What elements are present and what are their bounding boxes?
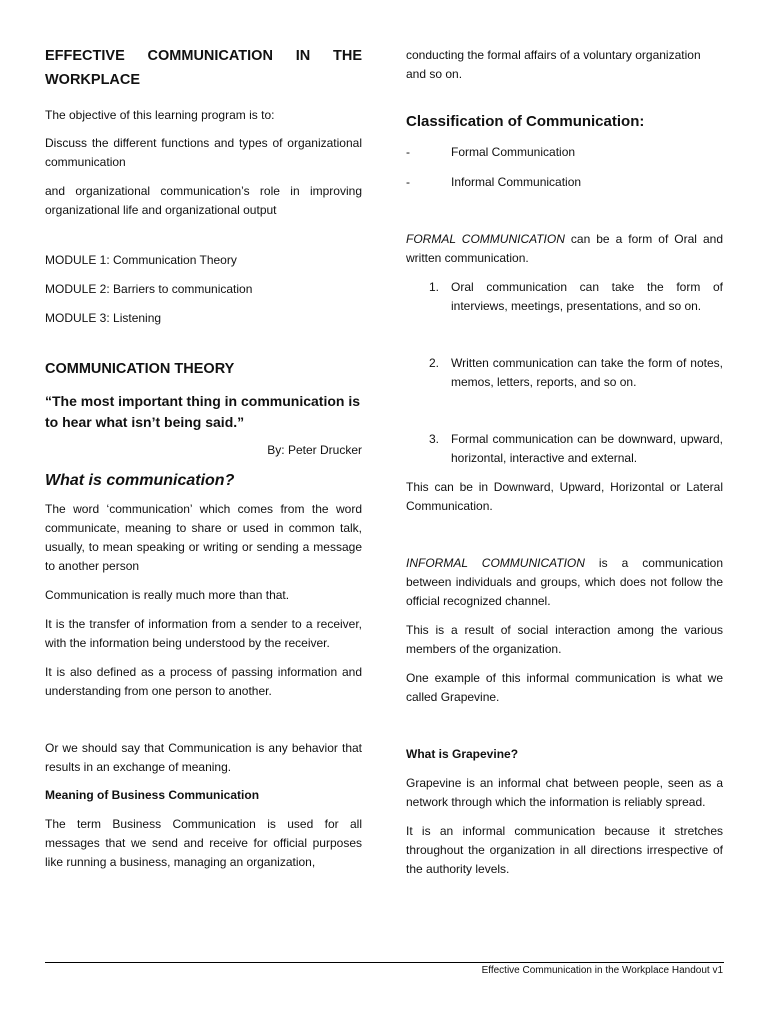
communication-theory-heading: COMMUNICATION THEORY (45, 361, 235, 377)
right-column (406, 46, 723, 879)
list-item (406, 430, 723, 468)
list-number: 3. (428, 432, 439, 446)
module-1 (45, 251, 362, 270)
module-3-label: MODULE 3: (45, 311, 114, 325)
informal-communication-paragraph (406, 554, 723, 611)
classification-item-formal (406, 143, 723, 162)
list-text: Oral communication can take the form of interviews, meetings, presentations, and so on. (451, 280, 723, 313)
paragraph-more-than-that: Communication is really much more than that. (45, 588, 290, 602)
grapevine-paragraph-2: It is an informal communication because it stretches throughout the organization in all directions irrespective of the authority levels. (406, 824, 723, 876)
list-text: Formal communication can be downward, upward, horizontal, interactive and external. (451, 432, 723, 465)
module-3-topic: Listening (113, 311, 162, 325)
list-number: 1. (428, 280, 439, 294)
formal-directions-paragraph: This can be in Downward, Upward, Horizontal or Lateral Communication. (406, 480, 723, 513)
module-2 (45, 280, 362, 299)
dash-bullet: - (406, 145, 410, 159)
list-text: Written communication can take the form of notes, memos, letters, reports, and so on. (451, 356, 723, 389)
formal-communication-list (406, 278, 723, 468)
informal-grapevine-paragraph: One example of this informal communication is what we called Grapevine. (406, 671, 723, 704)
formal-communication-paragraph (406, 230, 723, 268)
quote-author: By: Peter Drucker (267, 443, 362, 457)
paragraph-transfer: It is the transfer of information from a sender to a receiver, with the information being understood by the receiver. (45, 617, 362, 650)
classification-heading: Classification of Communication: (406, 113, 645, 130)
module-2-label: MODULE 2: (45, 282, 114, 296)
formal-communication-term: FORMAL COMMUNICATION (406, 232, 565, 246)
classification-item-informal (406, 173, 723, 192)
left-column (45, 44, 362, 872)
formal-communication-text: can be a form of Oral and written communication. (406, 232, 724, 265)
list-number: 2. (428, 356, 439, 370)
grapevine-heading: What is Grapevine? (406, 747, 519, 761)
informal-social-paragraph: This is a result of social interaction among the various members of the organization. (406, 623, 723, 656)
module-2-topic: Barriers to communication (113, 282, 253, 296)
drucker-quote: “The most important thing in communication is to hear what isn’t being said.” (45, 393, 361, 430)
footer-divider (45, 962, 724, 963)
paragraph-definition: The word ‘communication’ which comes from the word communicate, meaning to share or used in common talk, usually, to mean speaking or writing or sending a message to another person (45, 502, 362, 573)
business-communication-heading: Meaning of Business Communication (45, 788, 260, 802)
document-title-line1: EFFECTIVE COMMUNICATION IN THE (45, 48, 362, 64)
paragraph-process: It is also defined as a process of passing information and understanding from one person to another. (45, 665, 362, 698)
continued-paragraph: conducting the formal affairs of a voluntary organization and so on. (406, 48, 701, 81)
list-item (406, 278, 723, 316)
module-1-label: MODULE 1: (45, 253, 114, 267)
module-3 (45, 309, 362, 328)
objective-paragraph-2: and organizational communication’s role in improving organizational life and organizational output (45, 184, 362, 217)
informal-communication-text: is a communication between individuals and groups, which does not follow the official recognized channel. (406, 556, 723, 608)
footer-text: Effective Communication in the Workplace Handout v1 (481, 965, 723, 976)
objective-intro: The objective of this learning program is to: (45, 108, 275, 122)
dash-bullet: - (406, 175, 410, 189)
paragraph-behavior: Or we should say that Communication is any behavior that results in an exchange of meaning. (45, 741, 362, 774)
objective-paragraph-1: Discuss the different functions and types of organizational communication (45, 136, 362, 169)
module-1-topic: Communication Theory (113, 253, 237, 267)
what-is-communication-heading: What is communication? (45, 472, 235, 489)
list-item (406, 354, 723, 392)
business-communication-paragraph: The term Business Communication is used for all messages that we send and receive for official purposes like running a business, managing an organization, (45, 817, 362, 869)
grapevine-paragraph-1: Grapevine is an informal chat between people, seen as a network through which the information is reliably spread. (406, 776, 723, 809)
document-title-line2: WORKPLACE (45, 72, 141, 88)
classification-label: Formal Communication (451, 145, 576, 159)
classification-label: Informal Communication (451, 175, 582, 189)
informal-communication-term: INFORMAL COMMUNICATION (406, 556, 585, 570)
